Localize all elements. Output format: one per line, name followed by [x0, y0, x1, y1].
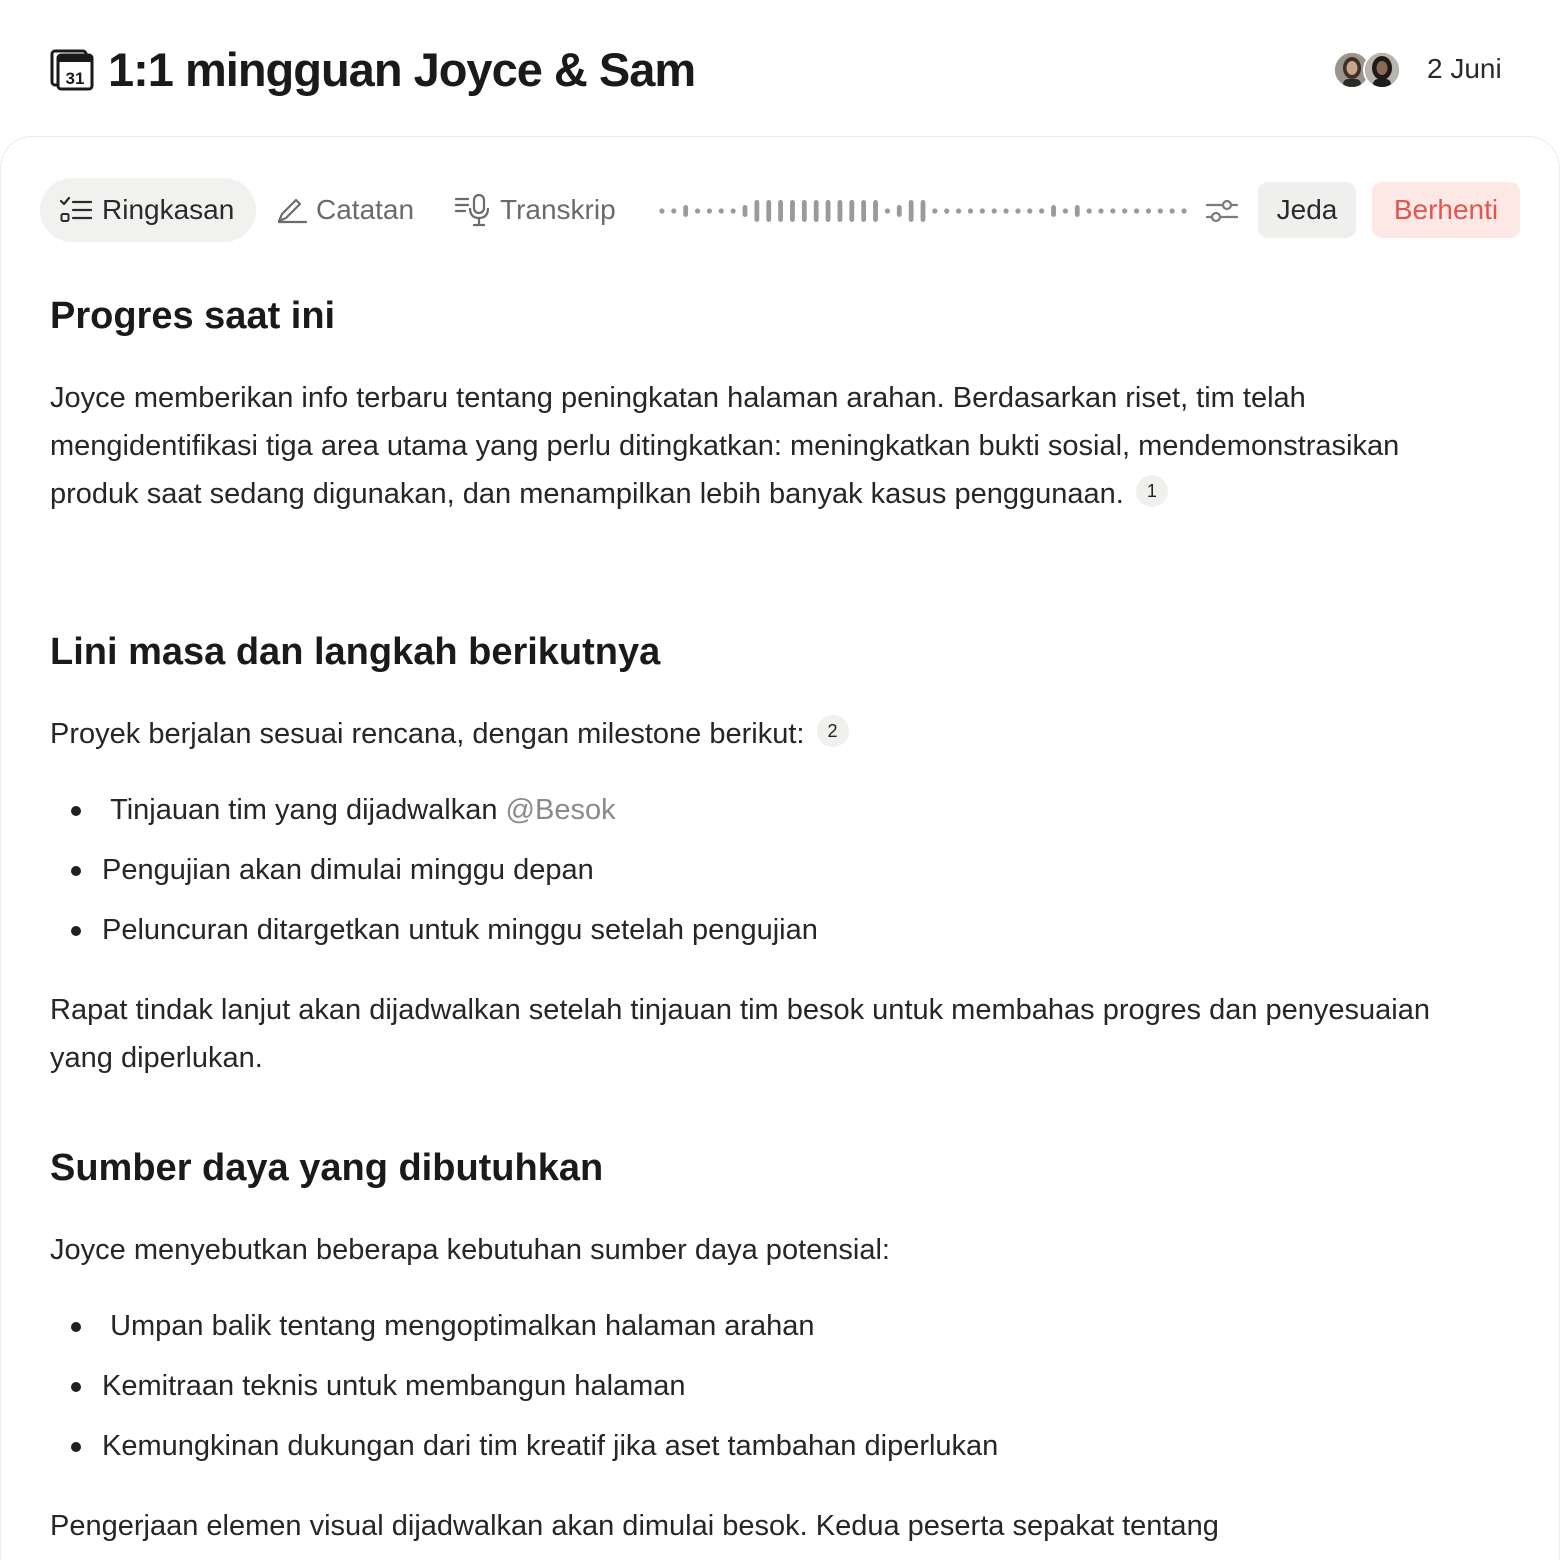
list-item-text: Umpan balik tentang mengoptimalkan halaman arahan: [110, 1310, 815, 1342]
waveform-bar: [838, 200, 843, 222]
meeting-date: 2 Juni: [1427, 53, 1502, 84]
section-paragraph: [50, 710, 849, 758]
waveform-dot: [1122, 208, 1127, 213]
waveform-dot: [1098, 208, 1103, 213]
waveform-bar: [1051, 205, 1056, 217]
svg-text:31: 31: [65, 69, 85, 88]
waveform-dot: [1003, 208, 1008, 213]
waveform-bar: [790, 200, 795, 222]
waveform-dot: [1063, 208, 1068, 213]
waveform-dot: [1087, 208, 1092, 213]
citation-badge[interactable]: 1: [1136, 475, 1168, 507]
list-item: [50, 840, 818, 900]
sliders-settings-icon[interactable]: [1204, 195, 1240, 227]
list-item-text: Tinjauan tim yang dijadwalkan: [110, 794, 498, 826]
section-paragraph: Rapat tindak lanjut akan dijadwalkan setelah tinjauan tim besok untuk membahas progres dan penyesuaian yang diperlukan.: [50, 994, 1430, 1074]
audio-waveform: [656, 196, 1190, 226]
paragraph-text: Proyek berjalan sesuai rencana, dengan milestone berikut:: [50, 718, 805, 750]
list-item-text: Kemungkinan dukungan dari tim kreatif jika aset tambahan diperlukan: [102, 1430, 999, 1462]
waveform-dot: [992, 208, 997, 213]
list-item: [50, 1296, 998, 1356]
resource-list: [50, 1296, 998, 1476]
calendar-icon: [50, 47, 94, 91]
waveform-dot: [944, 208, 949, 213]
section-paragraph: Pengerjaan elemen visual dijadwalkan akan dimulai besok. Kedua peserta sepakat tentang: [50, 1510, 1219, 1542]
waveform-bar: [683, 205, 688, 217]
date-mention[interactable]: @Besok: [505, 794, 616, 826]
waveform-dot: [1146, 208, 1151, 213]
tab-transcript[interactable]: [454, 178, 616, 242]
waveform-dot: [671, 208, 676, 213]
section-heading-progress: Progres saat ini: [50, 295, 336, 337]
page-title: 1:1 mingguan Joyce & Sam: [108, 43, 696, 96]
list-item: [50, 1416, 998, 1476]
waveform-dot: [659, 208, 664, 213]
tab-label: Catatan: [316, 194, 415, 225]
waveform-dot: [1015, 208, 1020, 213]
list-item: [50, 780, 818, 840]
waveform-dot: [695, 208, 700, 213]
waveform-dot: [1110, 208, 1115, 213]
waveform-bar: [826, 200, 831, 222]
list-item-text: Peluncuran ditargetkan untuk minggu setelah pengujian: [102, 914, 818, 946]
waveform-bar: [849, 200, 854, 222]
section-paragraph: Joyce menyebutkan beberapa kebutuhan sumber daya potensial:: [50, 1234, 890, 1266]
waveform-bar: [778, 200, 783, 222]
waveform-dot: [1158, 208, 1163, 213]
tab-notes[interactable]: [276, 178, 414, 242]
waveform-bar: [909, 200, 914, 222]
waveform-bar: [1075, 205, 1080, 217]
waveform-dot: [1170, 208, 1175, 213]
waveform-dot: [1027, 208, 1032, 213]
avatar[interactable]: [1363, 51, 1401, 89]
transcript-mic-icon: [454, 193, 492, 227]
pencil-icon: [276, 196, 308, 224]
waveform-bar: [873, 200, 878, 222]
section-paragraph: [50, 374, 1410, 518]
waveform-bar: [743, 205, 748, 217]
waveform-dot: [980, 208, 985, 213]
milestone-list: [50, 780, 818, 960]
tab-summary[interactable]: [40, 178, 256, 242]
waveform-dot: [885, 208, 890, 213]
participants-avatars[interactable]: [1333, 51, 1403, 87]
waveform-dot: [956, 208, 961, 213]
stop-button[interactable]: Berhenti: [1372, 182, 1520, 238]
list-item: [50, 1356, 998, 1416]
waveform-dot: [968, 208, 973, 213]
waveform-dot: [1134, 208, 1139, 213]
waveform-bar: [897, 205, 902, 217]
waveform-bar: [766, 200, 771, 222]
waveform-dot: [1181, 208, 1186, 213]
waveform-bar: [814, 200, 819, 222]
waveform-dot: [719, 208, 724, 213]
section-heading-timeline: Lini masa dan langkah berikutnya: [50, 631, 661, 673]
waveform-dot: [731, 208, 736, 213]
waveform-dot: [1039, 208, 1044, 213]
list-item-text: Pengujian akan dimulai minggu depan: [102, 854, 594, 886]
waveform-dot: [932, 208, 937, 213]
waveform-bar: [861, 200, 866, 222]
tab-label: Transkrip: [500, 194, 616, 225]
list-item-text: Kemitraan teknis untuk membangun halaman: [102, 1370, 686, 1402]
waveform-bar: [802, 200, 807, 222]
pause-button[interactable]: Jeda: [1258, 182, 1356, 238]
header: [0, 0, 1560, 136]
waveform-bar: [754, 200, 759, 222]
summary-checklist-icon: [60, 196, 92, 224]
paragraph-text: Joyce memberikan info terbaru tentang peningkatan halaman arahan. Berdasarkan riset, tim telah mengidentifikasi tiga area utama yang perlu ditingkatkan: meningkatkan bukti sosial, mendemonstrasikan produk saat sedang digunakan, dan menampilkan lebih banyak kasus penggunaan.: [50, 382, 1400, 510]
citation-badge[interactable]: 2: [817, 715, 849, 747]
section-heading-resources: Sumber daya yang dibutuhkan: [50, 1147, 604, 1189]
list-item: [50, 900, 818, 960]
person-icon: [1365, 53, 1399, 87]
waveform-dot: [707, 208, 712, 213]
tab-label: Ringkasan: [102, 194, 235, 225]
waveform-bar: [921, 200, 926, 222]
